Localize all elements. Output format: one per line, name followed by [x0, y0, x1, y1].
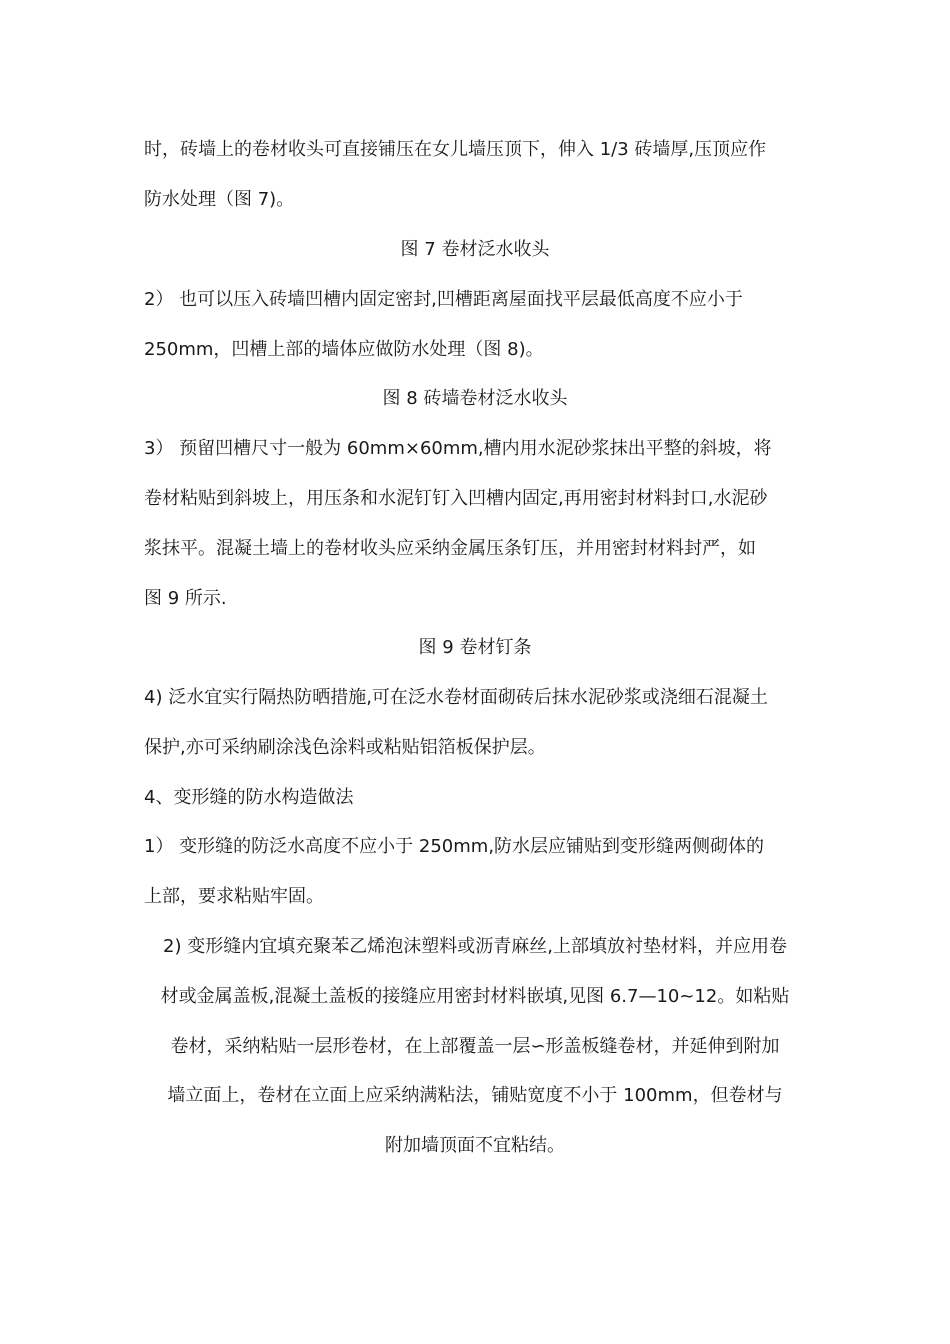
paragraph-line: 附加墙顶面不宜粘结。 — [385, 1135, 565, 1156]
paragraph-line: 材或金属盖板,混凝土盖板的接缝应用密封材料嵌填,见图 6.7—10~12。如粘贴 — [160, 986, 790, 1007]
paragraph-line: 2) 变形缝内宜填充聚苯乙烯泡沫塑料或沥青麻丝,上部填放衬垫材料，并应用卷 — [163, 936, 787, 957]
paragraph-line: 时，砖墙上的卷材收头可直接铺压在女儿墙压顶下，伸入 1/3 砖墙厚,压顶应作 — [144, 139, 767, 160]
paragraph-line: 图 9 所示. — [144, 588, 227, 609]
paragraph-line: 上部，要求粘贴牢固。 — [144, 886, 324, 907]
paragraph-line: 卷材粘贴到斜坡上，用压条和水泥钉钉入凹槽内固定,再用密封材料封口,水泥砂 — [144, 488, 768, 509]
paragraph-line: 保护,亦可采纳刷涂浅色涂料或粘贴铝箔板保护层。 — [144, 737, 546, 758]
paragraph-line: 3） 预留凹槽尺寸一般为 60mm×60mm,槽内用水泥砂浆抹出平整的斜坡，将 — [144, 438, 772, 459]
paragraph-line: 墙立面上，卷材在立面上应采纳满粘法，铺贴宽度不小于 100mm，但卷材与 — [167, 1085, 783, 1106]
figure-caption: 图 7 卷材泛水收头 — [400, 239, 550, 260]
paragraph-line: 4) 泛水宜实行隔热防晒措施,可在泛水卷材面砌砖后抹水泥砂浆或浇细石混凝土 — [144, 687, 768, 708]
figure-caption: 图 8 砖墙卷材泛水收头 — [382, 388, 568, 409]
paragraph-line: 1） 变形缝的防泛水高度不应小于 250mm,防水层应铺贴到变形缝两侧砌体的 — [144, 836, 765, 857]
paragraph-line: 防水处理（图 7)。 — [144, 189, 295, 210]
paragraph-line: 卷材，采纳粘贴一层形卷材，在上部覆盖一层∽形盖板缝卷材，并延伸到附加 — [170, 1036, 780, 1057]
paragraph-line: 2） 也可以压入砖墙凹槽内固定密封,凹槽距离屋面找平层最低高度不应小于 — [144, 289, 743, 310]
paragraph-line: 250mm，凹槽上部的墙体应做防水处理（图 8)。 — [144, 339, 544, 360]
paragraph-line: 浆抹平。混凝土墙上的卷材收头应采纳金属压条钉压，并用密封材料封严，如 — [144, 538, 756, 559]
section-heading: 4、变形缝的防水构造做法 — [144, 787, 354, 808]
figure-caption: 图 9 卷材钉条 — [418, 637, 532, 658]
